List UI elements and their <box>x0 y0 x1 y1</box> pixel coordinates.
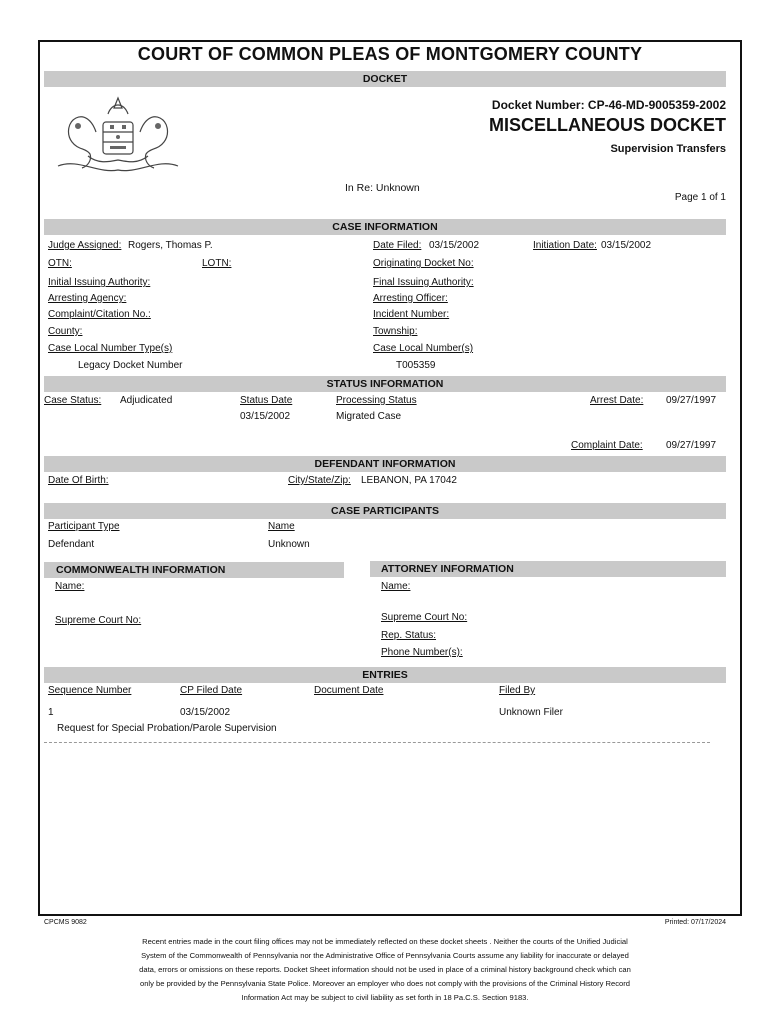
in-re: In Re: Unknown <box>345 182 420 194</box>
processing-status-value: Migrated Case <box>336 411 402 422</box>
county-label: County: <box>48 326 83 337</box>
docket-number: Docket Number: CP-46-MD-9005359-2002 <box>491 98 726 112</box>
disclaimer <box>60 935 710 1005</box>
disclaimer-line-4: only be provided by the Pennsylvania State Police. Moreover an employer who does not comply with the provisions of the Criminal History Record <box>139 979 631 988</box>
complaint-citation-label: Complaint/Citation No.: <box>48 309 151 320</box>
filed-by-label: Filed By <box>499 685 536 696</box>
entry-filed-by: Unknown Filer <box>499 707 563 718</box>
status-date-label: Status Date <box>240 395 293 406</box>
entry-sequence: 1 <box>48 707 54 718</box>
incident-number-label: Incident Number: <box>373 309 450 320</box>
complaint-date-value: 09/27/1997 <box>666 440 717 451</box>
date-filed-value: 03/15/2002 <box>429 240 480 251</box>
docket-type: MISCELLANEOUS DOCKET <box>488 115 726 135</box>
rep-status-label: Rep. Status: <box>381 630 437 641</box>
participant-type-value: Defendant <box>48 539 95 550</box>
entries-band: ENTRIES <box>44 667 726 683</box>
processing-status-label: Processing Status <box>336 395 417 406</box>
disclaimer-line-1: Recent entries made in the court filing offices may not be immediately reflected on these docket sheets . Neither the courts of the Unified Judicial <box>142 937 628 946</box>
final-issuing-label: Final Issuing Authority: <box>373 277 474 288</box>
township-label: Township: <box>373 326 418 337</box>
phone-number-label: Phone Number(s): <box>381 647 463 658</box>
case-information-band: CASE INFORMATION <box>44 219 726 235</box>
commonwealth-supreme-court-label: Supreme Court No: <box>55 615 142 626</box>
judge-label: Judge Assigned: <box>48 240 122 251</box>
initiation-value: 03/15/2002 <box>601 240 652 251</box>
participant-type-label: Participant Type <box>48 521 120 532</box>
entry-cp-date: 03/15/2002 <box>180 707 231 718</box>
court-title: COURT OF COMMON PLEAS OF MONTGOMERY COUNTY <box>137 44 643 64</box>
page-number: Page 1 of 1 <box>674 192 726 203</box>
initial-issuing-label: Initial Issuing Authority: <box>48 277 151 288</box>
arrest-date-value: 09/27/1997 <box>666 395 717 406</box>
form-id: CPCMS 9082 <box>44 919 87 926</box>
cp-filed-date-label: CP Filed Date <box>180 685 243 696</box>
entry-description: Request for Special Probation/Parole Supervision <box>57 723 277 734</box>
disclaimer-line-3: data, errors or omissions on these reports. Docket Sheet information should not be used in place of a criminal history background check which can <box>139 965 631 974</box>
defendant-information-band: DEFENDANT INFORMATION <box>44 456 726 472</box>
attorney-information-band: ATTORNEY INFORMATION <box>370 561 726 577</box>
local-number-label: Case Local Number(s) <box>373 343 474 354</box>
entry-divider <box>44 742 710 743</box>
date-filed-label: Date Filed: <box>373 240 422 251</box>
attorney-name-label: Name: <box>381 581 411 592</box>
commonwealth-information-band: COMMONWEALTH INFORMATION <box>44 562 344 578</box>
city-state-zip-value: LEBANON, PA 17042 <box>361 475 457 486</box>
lotn-label: LOTN: <box>202 258 232 269</box>
arresting-agency-label: Arresting Agency: <box>48 293 127 304</box>
case-status-value: Adjudicated <box>120 395 173 406</box>
status-information-band: STATUS INFORMATION <box>44 376 726 392</box>
arresting-officer-label: Arresting Officer: <box>373 293 448 304</box>
status-date-value: 03/15/2002 <box>240 411 291 422</box>
initiation-label: Initiation Date: <box>533 240 597 251</box>
attorney-supreme-court-label: Supreme Court No: <box>381 612 468 623</box>
city-state-zip-label: City/State/Zip: <box>288 475 351 486</box>
originating-docket-label: Originating Docket No: <box>373 258 474 269</box>
commonwealth-name-label: Name: <box>55 581 85 592</box>
printed-date: Printed: 07/17/2024 <box>664 919 726 926</box>
participant-name-label: Name <box>268 521 295 532</box>
participant-name-value: Unknown <box>268 539 310 550</box>
sequence-number-label: Sequence Number <box>48 685 132 696</box>
date-of-birth-label: Date Of Birth: <box>48 475 109 486</box>
legacy-docket-value: T005359 <box>396 360 436 371</box>
disclaimer-line-5: Information Act may be subject to civil liability as set forth in 18 Pa.C.S. Section 9183. <box>241 993 529 1002</box>
disclaimer-line-2: System of the Commonwealth of Pennsylvania nor the Administrative Office of Pennsylvania Courts assume any liability for inaccurate or delayed <box>141 951 629 960</box>
docket-subtype: Supervision Transfers <box>610 143 726 155</box>
case-status-label: Case Status: <box>44 395 102 406</box>
local-number-type-label: Case Local Number Type(s) <box>48 343 173 354</box>
case-participants-band: CASE PARTICIPANTS <box>44 503 726 519</box>
complaint-date-label: Complaint Date: <box>571 440 643 451</box>
document-date-label: Document Date <box>314 685 384 696</box>
arrest-date-label: Arrest Date: <box>590 395 644 406</box>
docket-band: DOCKET <box>44 71 726 87</box>
pennsylvania-seal-icon <box>48 92 188 177</box>
legacy-docket-label: Legacy Docket Number <box>78 360 183 371</box>
otn-label: OTN: <box>48 258 72 269</box>
judge-value: Rogers, Thomas P. <box>128 240 213 251</box>
